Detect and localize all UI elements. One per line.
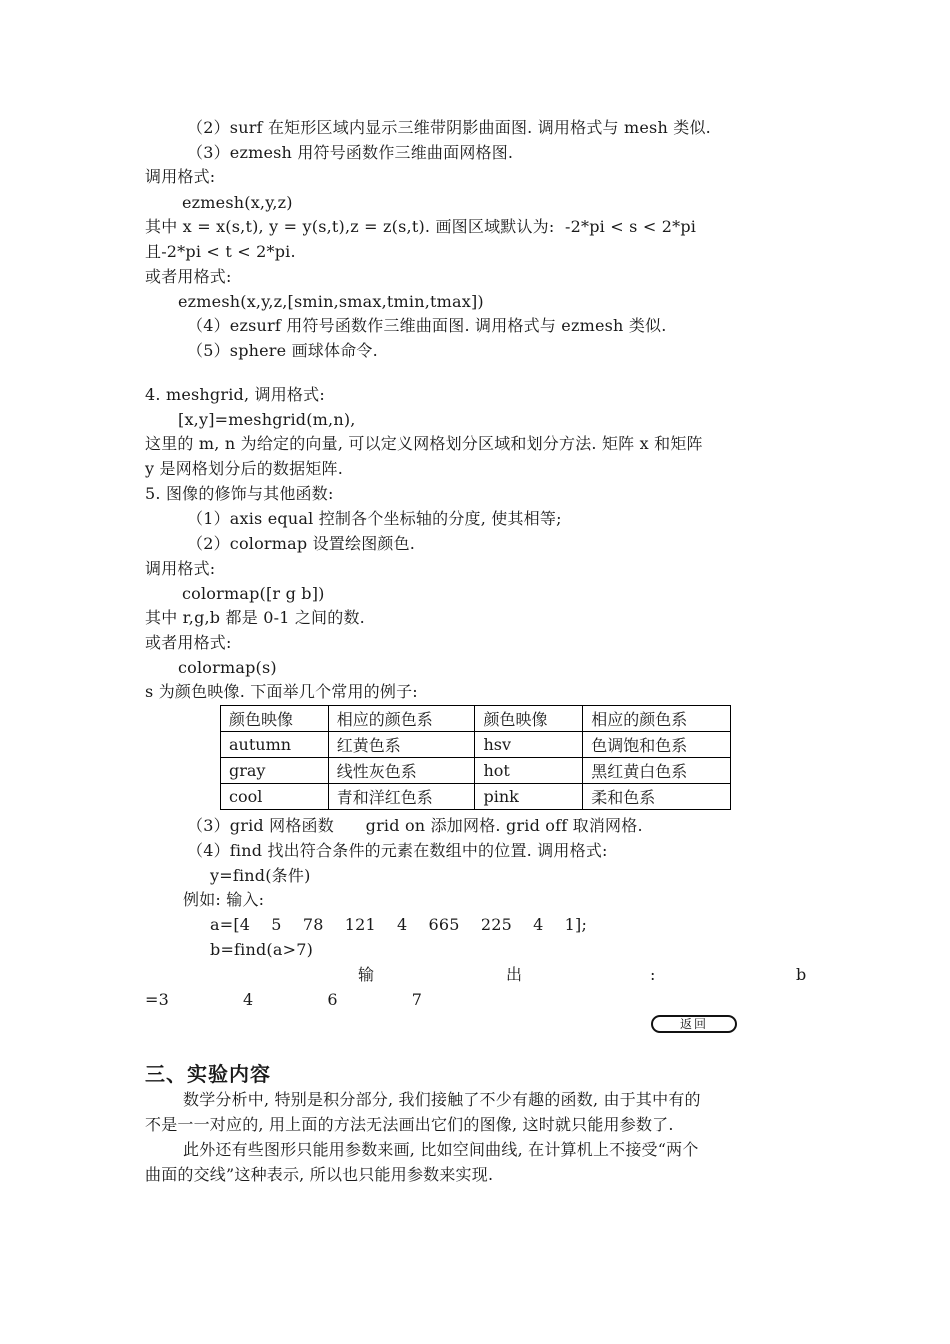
table-header-row bbox=[221, 706, 731, 732]
table-cell: gray bbox=[221, 758, 329, 784]
table-row bbox=[221, 784, 731, 810]
text-line: 调用格式: bbox=[145, 559, 216, 578]
text-line: （1）axis equal 控制各个坐标轴的分度, 使其相等; bbox=[187, 509, 562, 528]
table-cell: pink bbox=[475, 784, 583, 810]
code-line: b=find(a>7) bbox=[210, 940, 314, 959]
text-fragment: 出 bbox=[506, 965, 523, 984]
table-cell: 红黄色系 bbox=[328, 732, 475, 758]
text-line: （4）ezsurf 用符号函数作三维曲面图. 调用格式与 ezmesh 类似. bbox=[187, 316, 667, 335]
table-cell: 线性灰色系 bbox=[328, 758, 475, 784]
paragraph-line: 数学分析中, 特别是积分部分, 我们接触了不少有趣的函数, 由于其中有的 bbox=[183, 1090, 701, 1109]
code-line: colormap(s) bbox=[178, 658, 277, 677]
code-line: colormap([r g b]) bbox=[182, 584, 325, 603]
table-header-cell: 相应的颜色系 bbox=[583, 706, 731, 732]
text-line: y 是网格划分后的数据矩阵. bbox=[145, 459, 344, 478]
table-row bbox=[221, 732, 731, 758]
colormap-table bbox=[220, 705, 731, 810]
text-line: 5. 图像的修饰与其他函数: bbox=[145, 484, 334, 503]
text-line: （5）sphere 画球体命令. bbox=[187, 341, 378, 360]
text-line: 且-2*pi < t < 2*pi. bbox=[145, 242, 296, 261]
table-header-cell: 相应的颜色系 bbox=[328, 706, 475, 732]
text-line: 其中 x = x(s,t), y = y(s,t),z = z(s,t). 画图区域默认为: -2*pi < s < 2*pi bbox=[145, 217, 697, 236]
text-line: （3）ezmesh 用符号函数作三维曲面网格图. bbox=[187, 143, 514, 162]
text-line: 例如: 输入: bbox=[183, 890, 265, 909]
text-fragment: 输 bbox=[358, 965, 375, 984]
text-line: =3 4 6 7 bbox=[145, 990, 423, 1009]
table-cell: autumn bbox=[221, 732, 329, 758]
table-cell: hot bbox=[475, 758, 583, 784]
text-line: 或者用格式: bbox=[145, 267, 232, 286]
text-line: （4）find 找出符合条件的元素在数组中的位置. 调用格式: bbox=[187, 841, 608, 860]
table-header-cell: 颜色映像 bbox=[221, 706, 329, 732]
table-header-cell: 颜色映像 bbox=[475, 706, 583, 732]
text-line: s 为颜色映像. 下面举几个常用的例子: bbox=[145, 682, 418, 701]
table-cell: 黑红黄白色系 bbox=[583, 758, 731, 784]
text-line: 4. meshgrid, 调用格式: bbox=[145, 385, 325, 404]
code-line: ezmesh(x,y,z,[smin,smax,tmin,tmax]) bbox=[178, 292, 484, 311]
table-cell: 青和洋红色系 bbox=[328, 784, 475, 810]
text-line: 其中 r,g,b 都是 0-1 之间的数. bbox=[145, 608, 365, 627]
section-heading: 三、实验内容 bbox=[145, 1062, 271, 1086]
text-fragment: b bbox=[796, 965, 807, 984]
text-line: 或者用格式: bbox=[145, 633, 232, 652]
text-line: （3）grid 网格函数 grid on 添加网格. grid off 取消网格. bbox=[187, 816, 643, 835]
paragraph-line: 此外还有些图形只能用参数来画, 比如空间曲线, 在计算机上不接受“两个 bbox=[183, 1140, 699, 1159]
code-line: y=find(条件) bbox=[210, 866, 311, 885]
back-button[interactable]: 返回 bbox=[651, 1015, 737, 1033]
table-cell: hsv bbox=[475, 732, 583, 758]
text-line: （2）surf 在矩形区域内显示三维带阴影曲面图. 调用格式与 mesh 类似. bbox=[187, 118, 711, 137]
table-cell: cool bbox=[221, 784, 329, 810]
text-line: 这里的 m, n 为给定的向量, 可以定义网格划分区域和划分方法. 矩阵 x 和矩阵 bbox=[145, 434, 703, 453]
text-line: 调用格式: bbox=[145, 167, 216, 186]
text-fragment: : bbox=[650, 965, 656, 984]
code-line: ezmesh(x,y,z) bbox=[182, 193, 293, 212]
table-row bbox=[221, 758, 731, 784]
table-cell: 色调饱和色系 bbox=[583, 732, 731, 758]
code-line: [x,y]=meshgrid(m,n), bbox=[178, 410, 356, 429]
table-cell: 柔和色系 bbox=[583, 784, 731, 810]
paragraph-line: 曲面的交线”这种表示, 所以也只能用参数来实现. bbox=[145, 1165, 494, 1184]
text-line: （2）colormap 设置绘图颜色. bbox=[187, 534, 416, 553]
code-line: a=[4 5 78 121 4 665 225 4 1]; bbox=[210, 915, 588, 934]
paragraph-line: 不是一一对应的, 用上面的方法无法画出它们的图像, 这时就只能用参数了. bbox=[145, 1115, 674, 1134]
